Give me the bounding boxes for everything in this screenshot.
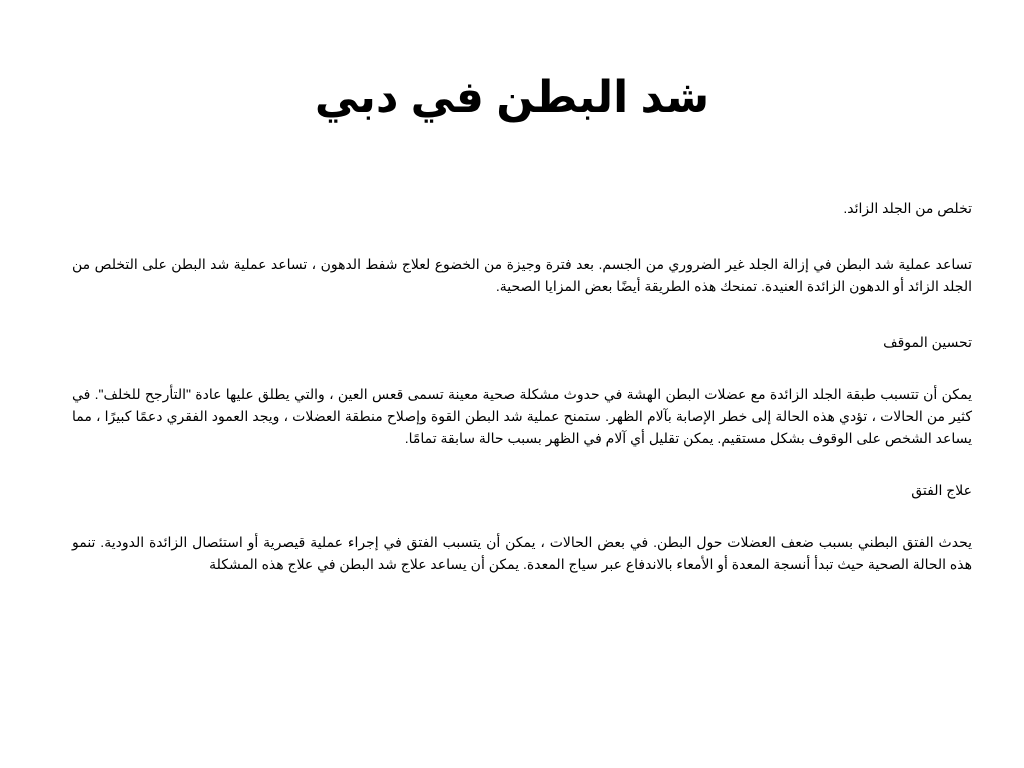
heading-hernia-treatment: علاج الفتق (911, 482, 972, 498)
slide-body (72, 197, 972, 575)
spacer (72, 219, 972, 253)
spacer (72, 353, 972, 383)
paragraph-improve-posture: يمكن أن تتسبب طبقة الجلد الزائدة مع عضلات البطن الهشة في حدوث مشكلة صحية معينة تسمى قعس العين ، والتي يطلق عليها عادة "التأرجح للخلف". في كثير من الحالات ، تؤدي هذه الحالة إلى خطر الإصابة بآلام الظهر. ستمنح عملية شد البطن القوة وإصلاح منطقة العضلات ، ويجد العمود الفقري دعمًا كبيرًا ، مما يساعد الشخص على الوقوف بشكل مستقيم. يمكن تقليل أي آلام في الظهر بسبب حالة سابقة تمامًا. (72, 386, 972, 446)
spacer (72, 501, 972, 531)
slide-title: شد البطن في دبي (314, 73, 710, 122)
spacer (72, 297, 972, 331)
spacer (72, 449, 972, 479)
paragraph-hernia-treatment: يحدث الفتق البطني بسبب ضعف العضلات حول البطن. في بعض الحالات ، يمكن أن يتسبب الفتق في إجراء عملية قيصرية أو استئصال الزائدة الدودية. تنمو هذه الحالة الصحية حيث تبدأ أنسجة المعدة أو الأمعاء بالاندفاع عبر سياج المعدة. يمكن أن يساعد علاج شد البطن في علاج هذه المشكلة (72, 534, 972, 572)
heading-remove-excess-skin: تخلص من الجلد الزائد. (843, 200, 972, 216)
paragraph-remove-excess-skin: تساعد عملية شد البطن في إزالة الجلد غير الضروري من الجسم. بعد فترة وجيزة من الخضوع لعلاج شفط الدهون ، تساعد عملية شد البطن على التخلص من الجلد الزائد أو الدهون الزائدة العنيدة. تمنحك هذه الطريقة أيضًا بعض المزايا الصحية. (72, 256, 972, 294)
heading-improve-posture: تحسين الموقف (883, 334, 972, 350)
